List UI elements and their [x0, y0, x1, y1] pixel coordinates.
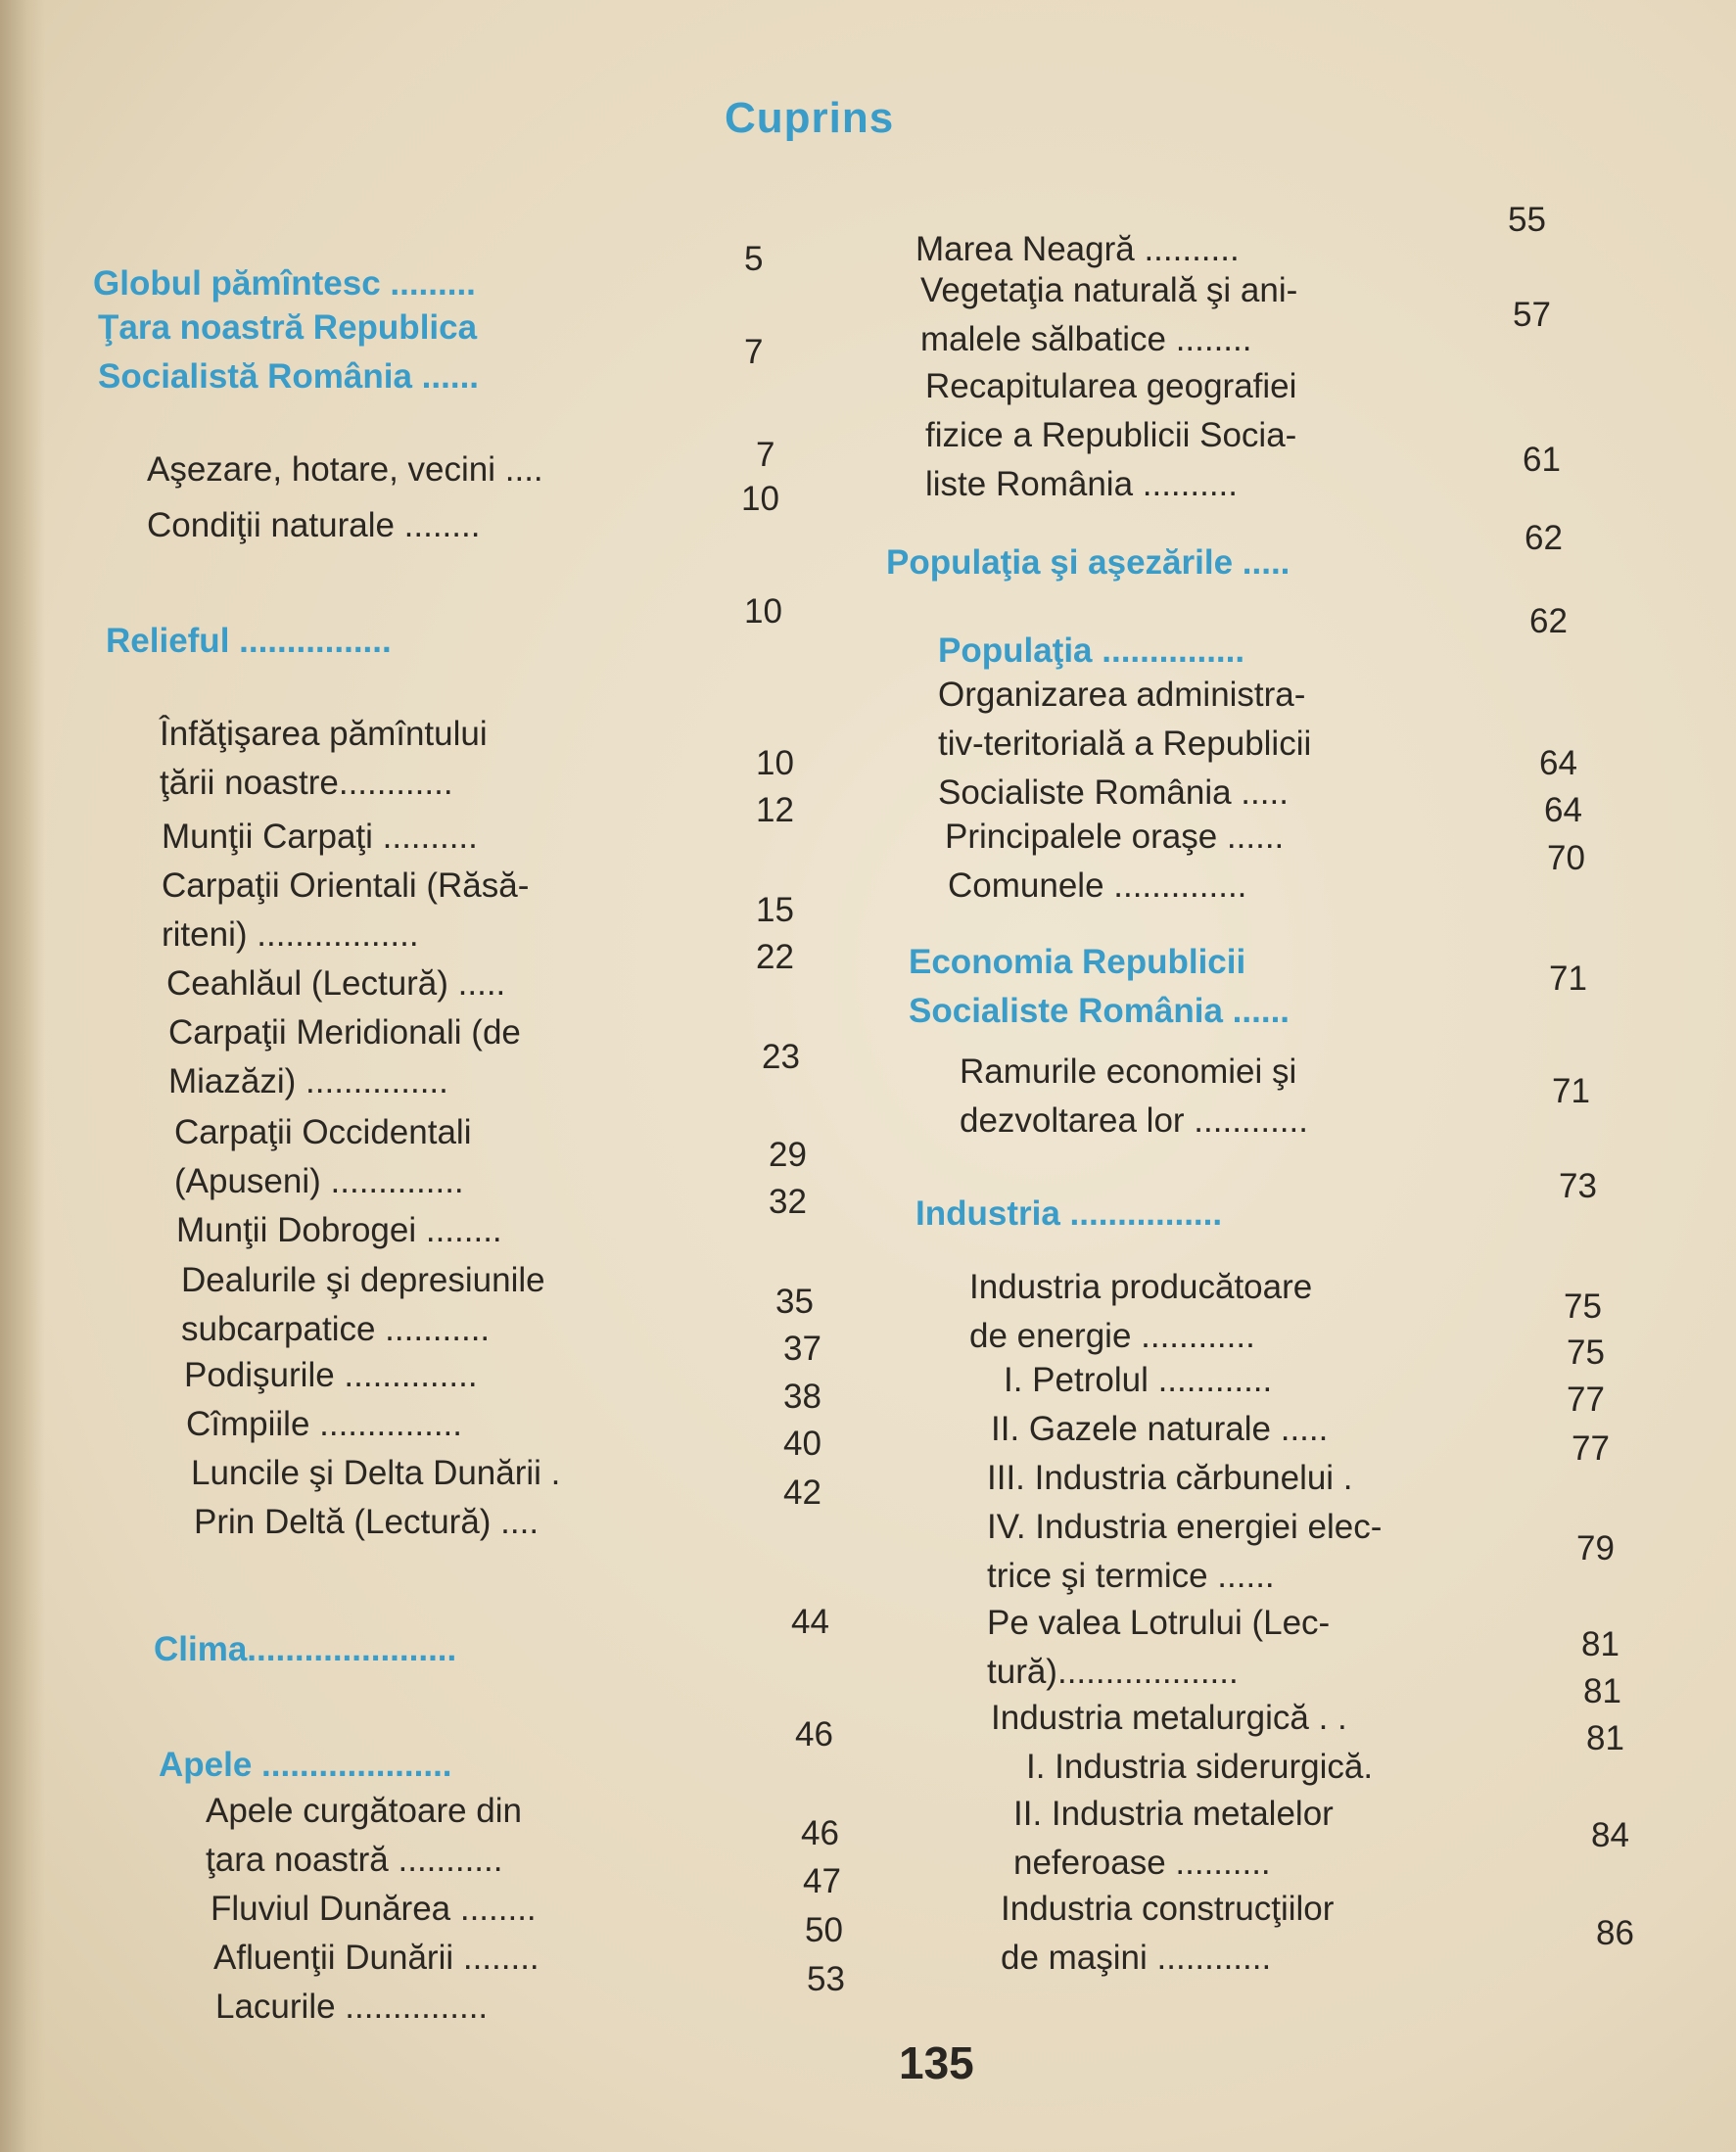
toc-entry: [945, 813, 1284, 862]
toc-entry-label: Industria producătoare: [969, 1268, 1313, 1306]
toc-page-number: 38: [783, 1378, 821, 1416]
toc-entry-label: Cîmpiile ...............: [186, 1405, 462, 1443]
toc-entry-label: Ceahlăul (Lectură) .....: [166, 964, 506, 1003]
toc-entry: [191, 1449, 560, 1498]
toc-page-number: 77: [1572, 1429, 1610, 1468]
toc-entry-label: Podişurile ..............: [184, 1356, 478, 1394]
toc-entry: [991, 1694, 1347, 1743]
toc-entry: [162, 813, 478, 862]
toc-page-number: 81: [1583, 1672, 1621, 1710]
toc-page-number: 75: [1567, 1333, 1605, 1372]
toc-entry-label: Munţii Carpaţi ..........: [162, 818, 478, 856]
toc-page-number: 7: [756, 436, 775, 474]
toc-entry: [991, 1405, 1328, 1454]
toc-page-number: 86: [1596, 1914, 1634, 1952]
toc-page-number: 62: [1525, 519, 1563, 557]
toc-page-number: 71: [1549, 959, 1587, 998]
toc-page-number: 46: [801, 1814, 839, 1852]
toc-entry-label: Carpaţii Orientali (Răsă-: [162, 866, 530, 905]
toc-entry-label: tură)...................: [987, 1653, 1239, 1691]
toc-page-number: 23: [762, 1038, 800, 1076]
toc-entry: [147, 501, 480, 550]
toc-entry-label: Vegetaţia naturală şi ani-: [920, 271, 1298, 309]
toc-entry-label: Dealurile şi depresiunile: [181, 1261, 545, 1299]
toc-entry: [213, 1934, 540, 1983]
toc-entry-label: Luncile şi Delta Dunării .: [191, 1454, 561, 1492]
toc-entry: [160, 710, 488, 808]
toc-page-number: 40: [783, 1425, 821, 1463]
toc-entry-label: Ţara noastră Republica: [98, 308, 478, 347]
toc-entry: [1026, 1743, 1373, 1792]
toc-page-number: 70: [1547, 839, 1585, 877]
toc-entry-label: Aşezare, hotare, vecini ....: [147, 450, 543, 489]
toc-entry-label: Apele ....................: [159, 1746, 452, 1784]
toc-entry-label: I. Petrolul ............: [1004, 1361, 1273, 1399]
toc-page-number: 57: [1513, 296, 1551, 334]
toc-entry: [920, 266, 1297, 364]
toc-entry-label: Comunele ..............: [948, 866, 1247, 905]
toc-entry: [909, 938, 1290, 1036]
page-number: 135: [899, 2037, 974, 2088]
toc-entry-label: tiv-teritorială a Republicii: [938, 725, 1312, 763]
toc-entry: [186, 1400, 462, 1449]
toc-entry: [211, 1885, 537, 1934]
toc-entry: [1001, 1885, 1334, 1983]
toc-entry: [215, 1983, 488, 2032]
toc-entry-label: Recapitularea geografiei: [925, 367, 1297, 405]
toc-entry-label: Organizarea administra-: [938, 676, 1306, 714]
toc-entry-label: Munţii Dobrogei ........: [176, 1211, 502, 1249]
toc-entry-label: Fluviul Dunărea ........: [211, 1890, 537, 1928]
toc-page-number: 44: [791, 1603, 829, 1641]
toc-entry-label: (Apuseni) ..............: [174, 1162, 464, 1200]
toc-entry: [168, 1008, 521, 1106]
toc-entry: [987, 1503, 1382, 1601]
toc-page-number: 10: [744, 592, 782, 631]
toc-entry-label: IV. Industria energiei elec-: [987, 1508, 1383, 1546]
page-title: Cuprins: [725, 94, 895, 142]
toc-page-number: 32: [769, 1183, 807, 1221]
toc-entry: [987, 1454, 1353, 1503]
toc-entry: [1013, 1790, 1334, 1888]
toc-entry-label: Miazăzi) ...............: [168, 1062, 448, 1100]
toc-entry-label: de energie ............: [969, 1317, 1255, 1355]
toc-entry: [176, 1206, 502, 1255]
toc-entry-label: Socialistă România ......: [98, 357, 480, 396]
toc-entry-label: Prin Deltă (Lectură) ....: [194, 1503, 540, 1541]
toc-entry: [960, 1048, 1308, 1146]
toc-entry: [938, 627, 1244, 676]
toc-entry: [98, 304, 479, 401]
toc-page-number: 35: [775, 1283, 814, 1321]
toc-page-number: 77: [1567, 1380, 1605, 1419]
toc-entry-label: Lacurile ...............: [215, 1988, 489, 2026]
toc-entry-label: trice şi termice ......: [987, 1557, 1275, 1595]
toc-page-number: 75: [1564, 1287, 1602, 1326]
toc-page-number: 64: [1544, 791, 1582, 829]
toc-entry-label: Afluenţii Dunării ........: [213, 1939, 540, 1977]
toc-page-number: 37: [783, 1330, 821, 1368]
toc-entry: [174, 1108, 471, 1206]
toc-entry: [194, 1498, 539, 1547]
toc-page-number: 53: [807, 1960, 845, 1998]
toc-entry: [166, 959, 505, 1008]
toc-entry-label: Înfăţişarea pămîntului: [160, 715, 488, 753]
toc-entry-label: II. Gazele naturale .....: [991, 1410, 1329, 1448]
toc-entry: [93, 259, 476, 308]
toc-page-number: 10: [741, 480, 779, 518]
toc-entry-label: Condiţii naturale ........: [147, 506, 481, 544]
toc-page-number: 64: [1539, 744, 1577, 782]
toc-entry: [154, 1625, 456, 1674]
toc-entry-label: malele sălbatice ........: [920, 320, 1252, 358]
toc-entry: [1004, 1356, 1272, 1405]
toc-entry-label: Relieful ................: [106, 622, 392, 660]
toc-entry-label: riteni) .................: [162, 915, 419, 954]
toc-entry-label: Pe valea Lotrului (Lec-: [987, 1604, 1331, 1642]
toc-page-number: 29: [769, 1136, 807, 1174]
toc-entry: [159, 1741, 452, 1790]
toc-entry-label: III. Industria cărbunelui .: [987, 1459, 1353, 1497]
toc-entry: [206, 1787, 522, 1885]
toc-page-number: 7: [744, 333, 764, 371]
toc-page-number: 79: [1576, 1529, 1615, 1567]
toc-entry: [886, 538, 1290, 587]
toc-entry-label: Carpaţii Meridionali (de: [168, 1013, 521, 1052]
toc-entry: [948, 862, 1246, 911]
toc-page-number: 73: [1559, 1167, 1597, 1205]
toc-entry-label: I. Industria siderurgică.: [1026, 1748, 1374, 1786]
toc-entry-label: Socialiste România .....: [938, 773, 1289, 812]
toc-entry-label: dezvoltarea lor ............: [960, 1101, 1308, 1140]
toc-entry-label: Apele curgătoare din: [206, 1792, 522, 1830]
toc-entry-label: Industria construcţiilor: [1001, 1890, 1335, 1928]
toc-entry-label: Populaţia şi aşezările .....: [886, 543, 1290, 582]
toc-page-number: 71: [1552, 1072, 1590, 1110]
toc-entry-label: Industria metalurgică . .: [991, 1699, 1347, 1737]
toc-page-number: 15: [756, 891, 794, 929]
toc-entry-label: Socialiste România ......: [909, 992, 1290, 1030]
toc-page-number: 55: [1508, 201, 1546, 239]
toc-entry-label: liste România ..........: [925, 465, 1238, 503]
toc-entry-label: Globul pămîntesc .........: [93, 264, 476, 303]
toc-entry-label: Carpaţii Occidentali: [174, 1113, 472, 1151]
toc-page-number: 50: [805, 1911, 843, 1949]
toc-page-number: 46: [795, 1715, 833, 1754]
toc-page-number: 5: [744, 240, 764, 278]
toc-entry-label: Marea Neagră ..........: [915, 230, 1240, 268]
toc-entry-label: Clima......................: [154, 1630, 457, 1668]
toc-entry-label: subcarpatice ...........: [181, 1310, 491, 1348]
toc-entry-label: de maşini ............: [1001, 1939, 1272, 1977]
toc-entry-label: Industria ................: [915, 1194, 1223, 1233]
toc-entry: [106, 617, 392, 666]
toc-entry-label: Principalele oraşe ......: [945, 818, 1285, 856]
toc-entry-label: neferoase ..........: [1013, 1844, 1271, 1882]
toc-page-number: 81: [1586, 1719, 1624, 1757]
toc-page-number: 42: [783, 1474, 821, 1512]
toc-page-number: 47: [803, 1862, 841, 1900]
toc-entry-label: ţara noastră ...........: [206, 1841, 503, 1879]
toc-entry: [162, 862, 529, 959]
toc-page-number: 84: [1591, 1816, 1629, 1854]
toc-entry: [987, 1599, 1330, 1697]
toc-page-number: 22: [756, 938, 794, 976]
toc-entry-label: Populaţia ...............: [938, 632, 1245, 670]
toc-page-number: 61: [1523, 441, 1561, 479]
toc-entry: [925, 362, 1296, 509]
toc-entry: [915, 1190, 1222, 1239]
toc-entry-label: ţării noastre............: [160, 764, 453, 802]
toc-page-number: 12: [756, 791, 794, 829]
toc-entry-label: Economia Republicii: [909, 943, 1246, 981]
toc-entry: [184, 1351, 478, 1400]
toc-entry: [938, 671, 1311, 818]
page-gutter-shadow: [0, 0, 45, 2152]
toc-entry: [147, 445, 543, 494]
toc-entry-label: Ramurile economiei şi: [960, 1053, 1297, 1091]
toc-page-number: 62: [1529, 602, 1568, 640]
toc-entry-label: fizice a Republicii Socia-: [925, 416, 1297, 454]
toc-entry: [181, 1256, 545, 1354]
toc-page-number: 81: [1581, 1625, 1619, 1663]
toc-page-number: 10: [756, 744, 794, 782]
toc-entry-label: II. Industria metalelor: [1013, 1795, 1334, 1833]
toc-entry: [969, 1263, 1312, 1361]
